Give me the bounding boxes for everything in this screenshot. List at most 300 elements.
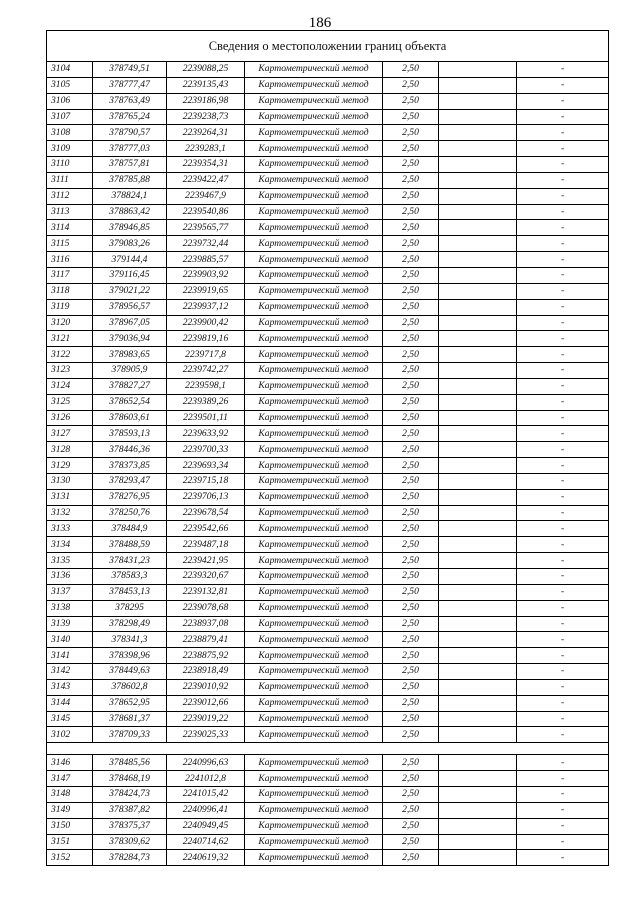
- cell-description: [439, 172, 517, 188]
- cell-coord-x: 378652,95: [93, 695, 167, 711]
- cell-note: -: [517, 236, 609, 252]
- table-row: [47, 458, 609, 474]
- cell-point-number: 3132: [47, 505, 93, 521]
- cell-coord-x: 378827,27: [93, 378, 167, 394]
- table-row: [47, 299, 609, 315]
- cell-accuracy: 2,50: [383, 252, 439, 268]
- table-row: [47, 505, 609, 521]
- cell-description: [439, 711, 517, 727]
- cell-note: -: [517, 410, 609, 426]
- table-row: [47, 802, 609, 818]
- cell-point-number: 3143: [47, 679, 93, 695]
- cell-coord-y: 2240996,63: [167, 755, 245, 771]
- cell-point-number: 3137: [47, 584, 93, 600]
- cell-coord-x: 378983,65: [93, 347, 167, 363]
- cell-coord-x: 378295: [93, 600, 167, 616]
- cell-description: [439, 331, 517, 347]
- cell-description: [439, 648, 517, 664]
- cell-description: [439, 267, 517, 283]
- cell-coord-x: 378298,49: [93, 616, 167, 632]
- cell-accuracy: 2,50: [383, 267, 439, 283]
- table-row: [47, 834, 609, 850]
- cell-description: [439, 505, 517, 521]
- cell-method: Картометрический метод: [245, 172, 383, 188]
- cell-note: -: [517, 616, 609, 632]
- cell-method: Картометрический метод: [245, 141, 383, 157]
- cell-accuracy: 2,50: [383, 473, 439, 489]
- cell-accuracy: 2,50: [383, 283, 439, 299]
- cell-accuracy: 2,50: [383, 569, 439, 585]
- cell-method: Картометрический метод: [245, 771, 383, 787]
- cell-method: Картометрический метод: [245, 632, 383, 648]
- table-row: [47, 473, 609, 489]
- cell-accuracy: 2,50: [383, 679, 439, 695]
- cell-coord-x: 379083,26: [93, 236, 167, 252]
- cell-coord-x: 378785,88: [93, 172, 167, 188]
- cell-note: -: [517, 157, 609, 173]
- cell-method: Картометрический метод: [245, 584, 383, 600]
- cell-accuracy: 2,50: [383, 426, 439, 442]
- cell-coord-y: 2239283,1: [167, 141, 245, 157]
- cell-method: Картометрический метод: [245, 600, 383, 616]
- cell-point-number: 3126: [47, 410, 93, 426]
- cell-accuracy: 2,50: [383, 537, 439, 553]
- cell-note: -: [517, 802, 609, 818]
- table-row: [47, 679, 609, 695]
- cell-note: -: [517, 489, 609, 505]
- separator-row: [47, 743, 609, 755]
- table-row: [47, 363, 609, 379]
- cell-method: Картометрический метод: [245, 426, 383, 442]
- cell-coord-x: 378276,95: [93, 489, 167, 505]
- cell-accuracy: 2,50: [383, 755, 439, 771]
- cell-note: -: [517, 711, 609, 727]
- cell-coord-y: 2239025,33: [167, 727, 245, 743]
- cell-accuracy: 2,50: [383, 172, 439, 188]
- cell-accuracy: 2,50: [383, 553, 439, 569]
- cell-coord-y: 2240714,62: [167, 834, 245, 850]
- cell-coord-x: 378583,3: [93, 569, 167, 585]
- cell-description: [439, 537, 517, 553]
- cell-description: [439, 695, 517, 711]
- cell-description: [439, 220, 517, 236]
- cell-note: -: [517, 172, 609, 188]
- cell-method: Картометрический метод: [245, 786, 383, 802]
- cell-description: [439, 679, 517, 695]
- cell-note: -: [517, 125, 609, 141]
- cell-method: Картометрический метод: [245, 363, 383, 379]
- cell-note: -: [517, 62, 609, 78]
- table-row: [47, 204, 609, 220]
- table-row: [47, 125, 609, 141]
- cell-accuracy: 2,50: [383, 771, 439, 787]
- cell-description: [439, 834, 517, 850]
- cell-method: Картометрический метод: [245, 283, 383, 299]
- cell-description: [439, 616, 517, 632]
- cell-coord-x: 378967,05: [93, 315, 167, 331]
- cell-coord-x: 378424,73: [93, 786, 167, 802]
- cell-coord-y: 2238918,49: [167, 664, 245, 680]
- cell-coord-y: 2239010,92: [167, 679, 245, 695]
- cell-description: [439, 62, 517, 78]
- table-row: [47, 252, 609, 268]
- cell-method: Картометрический метод: [245, 331, 383, 347]
- table-row: [47, 786, 609, 802]
- cell-point-number: 3128: [47, 442, 93, 458]
- cell-coord-y: 2239012,66: [167, 695, 245, 711]
- cell-point-number: 3136: [47, 569, 93, 585]
- cell-description: [439, 236, 517, 252]
- cell-note: -: [517, 109, 609, 125]
- table-row: [47, 62, 609, 78]
- cell-coord-y: 2239320,67: [167, 569, 245, 585]
- cell-coord-y: 2239501,11: [167, 410, 245, 426]
- cell-method: Картометрический метод: [245, 489, 383, 505]
- cell-method: Картометрический метод: [245, 695, 383, 711]
- cell-method: Картометрический метод: [245, 62, 383, 78]
- cell-coord-y: 2239354,31: [167, 157, 245, 173]
- cell-coord-y: 2239540,86: [167, 204, 245, 220]
- cell-note: -: [517, 347, 609, 363]
- cell-description: [439, 632, 517, 648]
- cell-coord-x: 378593,13: [93, 426, 167, 442]
- cell-accuracy: 2,50: [383, 442, 439, 458]
- cell-note: -: [517, 394, 609, 410]
- table-row: [47, 394, 609, 410]
- cell-coord-x: 378757,81: [93, 157, 167, 173]
- cell-coord-y: 2239088,25: [167, 62, 245, 78]
- cell-accuracy: 2,50: [383, 347, 439, 363]
- cell-method: Картометрический метод: [245, 711, 383, 727]
- cell-point-number: 3118: [47, 283, 93, 299]
- cell-note: -: [517, 850, 609, 866]
- cell-coord-x: 378375,37: [93, 818, 167, 834]
- cell-coord-x: 379144,4: [93, 252, 167, 268]
- table-row: [47, 141, 609, 157]
- cell-coord-y: 2239598,1: [167, 378, 245, 394]
- cell-coord-x: 378485,56: [93, 755, 167, 771]
- cell-method: Картометрический метод: [245, 755, 383, 771]
- cell-point-number: 3151: [47, 834, 93, 850]
- cell-method: Картометрический метод: [245, 394, 383, 410]
- cell-point-number: 3106: [47, 93, 93, 109]
- cell-description: [439, 299, 517, 315]
- cell-description: [439, 77, 517, 93]
- cell-point-number: 3113: [47, 204, 93, 220]
- table-row: [47, 489, 609, 505]
- cell-accuracy: 2,50: [383, 584, 439, 600]
- cell-coord-y: 2239565,77: [167, 220, 245, 236]
- cell-point-number: 3142: [47, 664, 93, 680]
- cell-method: Картометрический метод: [245, 93, 383, 109]
- cell-method: Картометрический метод: [245, 252, 383, 268]
- cell-point-number: 3152: [47, 850, 93, 866]
- cell-point-number: 3130: [47, 473, 93, 489]
- cell-coord-x: 378449,63: [93, 664, 167, 680]
- cell-point-number: 3144: [47, 695, 93, 711]
- table-row: [47, 157, 609, 173]
- cell-note: -: [517, 363, 609, 379]
- table-row: [47, 172, 609, 188]
- cell-point-number: 3108: [47, 125, 93, 141]
- cell-point-number: 3115: [47, 236, 93, 252]
- cell-coord-y: 2241012,8: [167, 771, 245, 787]
- cell-note: -: [517, 521, 609, 537]
- boundary-table: [46, 30, 609, 866]
- cell-description: [439, 771, 517, 787]
- table-row: [47, 77, 609, 93]
- table-row: [47, 553, 609, 569]
- separator-cell: [47, 743, 609, 755]
- cell-point-number: 3148: [47, 786, 93, 802]
- cell-description: [439, 315, 517, 331]
- cell-note: -: [517, 569, 609, 585]
- cell-coord-y: 2239819,16: [167, 331, 245, 347]
- cell-method: Картометрический метод: [245, 410, 383, 426]
- cell-point-number: 3117: [47, 267, 93, 283]
- cell-note: -: [517, 93, 609, 109]
- cell-accuracy: 2,50: [383, 331, 439, 347]
- cell-point-number: 3120: [47, 315, 93, 331]
- cell-point-number: 3150: [47, 818, 93, 834]
- cell-coord-x: 378709,33: [93, 727, 167, 743]
- cell-coord-y: 2239706,13: [167, 489, 245, 505]
- table-row: [47, 410, 609, 426]
- cell-accuracy: 2,50: [383, 489, 439, 505]
- cell-point-number: 3134: [47, 537, 93, 553]
- cell-coord-x: 378373,85: [93, 458, 167, 474]
- cell-description: [439, 125, 517, 141]
- cell-coord-x: 378905,9: [93, 363, 167, 379]
- cell-coord-x: 378484,9: [93, 521, 167, 537]
- cell-coord-y: 2240949,45: [167, 818, 245, 834]
- cell-note: -: [517, 442, 609, 458]
- cell-coord-y: 2239903,92: [167, 267, 245, 283]
- cell-point-number: 3129: [47, 458, 93, 474]
- cell-point-number: 3105: [47, 77, 93, 93]
- page-number: 186: [308, 15, 332, 31]
- cell-coord-y: 2239078,68: [167, 600, 245, 616]
- cell-coord-y: 2239715,18: [167, 473, 245, 489]
- cell-coord-y: 2239742,27: [167, 363, 245, 379]
- cell-point-number: 3135: [47, 553, 93, 569]
- cell-accuracy: 2,50: [383, 802, 439, 818]
- cell-point-number: 3138: [47, 600, 93, 616]
- cell-coord-y: 2239937,12: [167, 299, 245, 315]
- cell-note: -: [517, 204, 609, 220]
- cell-accuracy: 2,50: [383, 648, 439, 664]
- cell-note: -: [517, 283, 609, 299]
- table-row: [47, 632, 609, 648]
- cell-accuracy: 2,50: [383, 695, 439, 711]
- cell-note: -: [517, 600, 609, 616]
- cell-accuracy: 2,50: [383, 727, 439, 743]
- cell-note: -: [517, 77, 609, 93]
- cell-coord-x: 378387,82: [93, 802, 167, 818]
- cell-coord-x: 378309,62: [93, 834, 167, 850]
- cell-description: [439, 569, 517, 585]
- cell-accuracy: 2,50: [383, 93, 439, 109]
- cell-coord-x: 378956,57: [93, 299, 167, 315]
- cell-point-number: 3107: [47, 109, 93, 125]
- cell-coord-x: 378681,37: [93, 711, 167, 727]
- cell-note: -: [517, 584, 609, 600]
- cell-accuracy: 2,50: [383, 505, 439, 521]
- cell-note: -: [517, 648, 609, 664]
- cell-note: -: [517, 537, 609, 553]
- cell-accuracy: 2,50: [383, 220, 439, 236]
- cell-coord-y: 2239238,73: [167, 109, 245, 125]
- table-row: [47, 521, 609, 537]
- cell-note: -: [517, 220, 609, 236]
- table-row: [47, 569, 609, 585]
- cell-method: Картометрический метод: [245, 553, 383, 569]
- cell-point-number: 3102: [47, 727, 93, 743]
- cell-point-number: 3110: [47, 157, 93, 173]
- cell-accuracy: 2,50: [383, 62, 439, 78]
- cell-accuracy: 2,50: [383, 850, 439, 866]
- cell-accuracy: 2,50: [383, 632, 439, 648]
- cell-method: Картометрический метод: [245, 616, 383, 632]
- cell-coord-x: 378341,3: [93, 632, 167, 648]
- cell-coord-y: 2238879,41: [167, 632, 245, 648]
- cell-coord-x: 378790,57: [93, 125, 167, 141]
- cell-point-number: 3116: [47, 252, 93, 268]
- cell-point-number: 3140: [47, 632, 93, 648]
- cell-coord-x: 378488,59: [93, 537, 167, 553]
- cell-method: Картометрический метод: [245, 537, 383, 553]
- cell-coord-x: 379036,94: [93, 331, 167, 347]
- cell-method: Картометрический метод: [245, 850, 383, 866]
- cell-point-number: 3131: [47, 489, 93, 505]
- cell-note: -: [517, 331, 609, 347]
- cell-coord-x: 378431,23: [93, 553, 167, 569]
- cell-coord-y: 2239732,44: [167, 236, 245, 252]
- cell-note: -: [517, 727, 609, 743]
- cell-coord-x: 378946,85: [93, 220, 167, 236]
- cell-coord-y: 2239717,8: [167, 347, 245, 363]
- table-row: [47, 711, 609, 727]
- cell-accuracy: 2,50: [383, 157, 439, 173]
- cell-description: [439, 347, 517, 363]
- cell-coord-y: 2239186,98: [167, 93, 245, 109]
- cell-point-number: 3139: [47, 616, 93, 632]
- cell-point-number: 3123: [47, 363, 93, 379]
- table-row: [47, 426, 609, 442]
- cell-accuracy: 2,50: [383, 141, 439, 157]
- cell-coord-y: 2239389,26: [167, 394, 245, 410]
- table-row: [47, 648, 609, 664]
- cell-accuracy: 2,50: [383, 410, 439, 426]
- cell-method: Картометрический метод: [245, 299, 383, 315]
- table-row: [47, 727, 609, 743]
- table-row: [47, 315, 609, 331]
- cell-point-number: 3145: [47, 711, 93, 727]
- cell-method: Картометрический метод: [245, 648, 383, 664]
- cell-coord-x: 378863,42: [93, 204, 167, 220]
- cell-note: -: [517, 632, 609, 648]
- cell-point-number: 3109: [47, 141, 93, 157]
- table-row: [47, 188, 609, 204]
- cell-description: [439, 850, 517, 866]
- cell-coord-y: 2240619,32: [167, 850, 245, 866]
- table-row: [47, 331, 609, 347]
- cell-accuracy: 2,50: [383, 818, 439, 834]
- cell-point-number: 3133: [47, 521, 93, 537]
- cell-coord-y: 2239487,18: [167, 537, 245, 553]
- table-row: [47, 537, 609, 553]
- cell-point-number: 3146: [47, 755, 93, 771]
- cell-description: [439, 188, 517, 204]
- cell-coord-x: 378446,36: [93, 442, 167, 458]
- cell-method: Картометрический метод: [245, 347, 383, 363]
- cell-description: [439, 521, 517, 537]
- cell-note: -: [517, 426, 609, 442]
- cell-accuracy: 2,50: [383, 363, 439, 379]
- cell-note: -: [517, 252, 609, 268]
- table-row: [47, 818, 609, 834]
- cell-coord-y: 2239885,57: [167, 252, 245, 268]
- table-row: [47, 695, 609, 711]
- cell-note: -: [517, 299, 609, 315]
- cell-coord-x: 378293,47: [93, 473, 167, 489]
- table-row: [47, 267, 609, 283]
- table-title-row: [47, 31, 609, 62]
- cell-method: Картометрический метод: [245, 109, 383, 125]
- cell-method: Картометрический метод: [245, 834, 383, 850]
- cell-method: Картометрический метод: [245, 679, 383, 695]
- cell-description: [439, 141, 517, 157]
- cell-coord-x: 378603,61: [93, 410, 167, 426]
- cell-point-number: 3141: [47, 648, 93, 664]
- cell-method: Картометрический метод: [245, 802, 383, 818]
- table-row: [47, 442, 609, 458]
- cell-coord-y: 2239264,31: [167, 125, 245, 141]
- cell-coord-x: 378749,51: [93, 62, 167, 78]
- cell-coord-y: 2239542,66: [167, 521, 245, 537]
- table-row: [47, 584, 609, 600]
- cell-description: [439, 802, 517, 818]
- cell-description: [439, 363, 517, 379]
- cell-note: -: [517, 786, 609, 802]
- cell-description: [439, 410, 517, 426]
- cell-description: [439, 394, 517, 410]
- cell-method: Картометрический метод: [245, 315, 383, 331]
- cell-coord-y: 2239132,81: [167, 584, 245, 600]
- cell-method: Картометрический метод: [245, 236, 383, 252]
- cell-note: -: [517, 695, 609, 711]
- cell-description: [439, 727, 517, 743]
- table-title: Сведения о местоположении границ объекта: [47, 31, 609, 62]
- cell-description: [439, 489, 517, 505]
- table-row: [47, 109, 609, 125]
- cell-accuracy: 2,50: [383, 664, 439, 680]
- cell-description: [439, 93, 517, 109]
- cell-accuracy: 2,50: [383, 204, 439, 220]
- cell-description: [439, 755, 517, 771]
- cell-point-number: 3119: [47, 299, 93, 315]
- cell-coord-x: 378652,54: [93, 394, 167, 410]
- cell-description: [439, 584, 517, 600]
- cell-method: Картометрический метод: [245, 220, 383, 236]
- cell-accuracy: 2,50: [383, 394, 439, 410]
- cell-coord-y: 2239919,65: [167, 283, 245, 299]
- cell-description: [439, 109, 517, 125]
- cell-method: Картометрический метод: [245, 505, 383, 521]
- cell-note: -: [517, 315, 609, 331]
- cell-point-number: 3104: [47, 62, 93, 78]
- cell-note: -: [517, 818, 609, 834]
